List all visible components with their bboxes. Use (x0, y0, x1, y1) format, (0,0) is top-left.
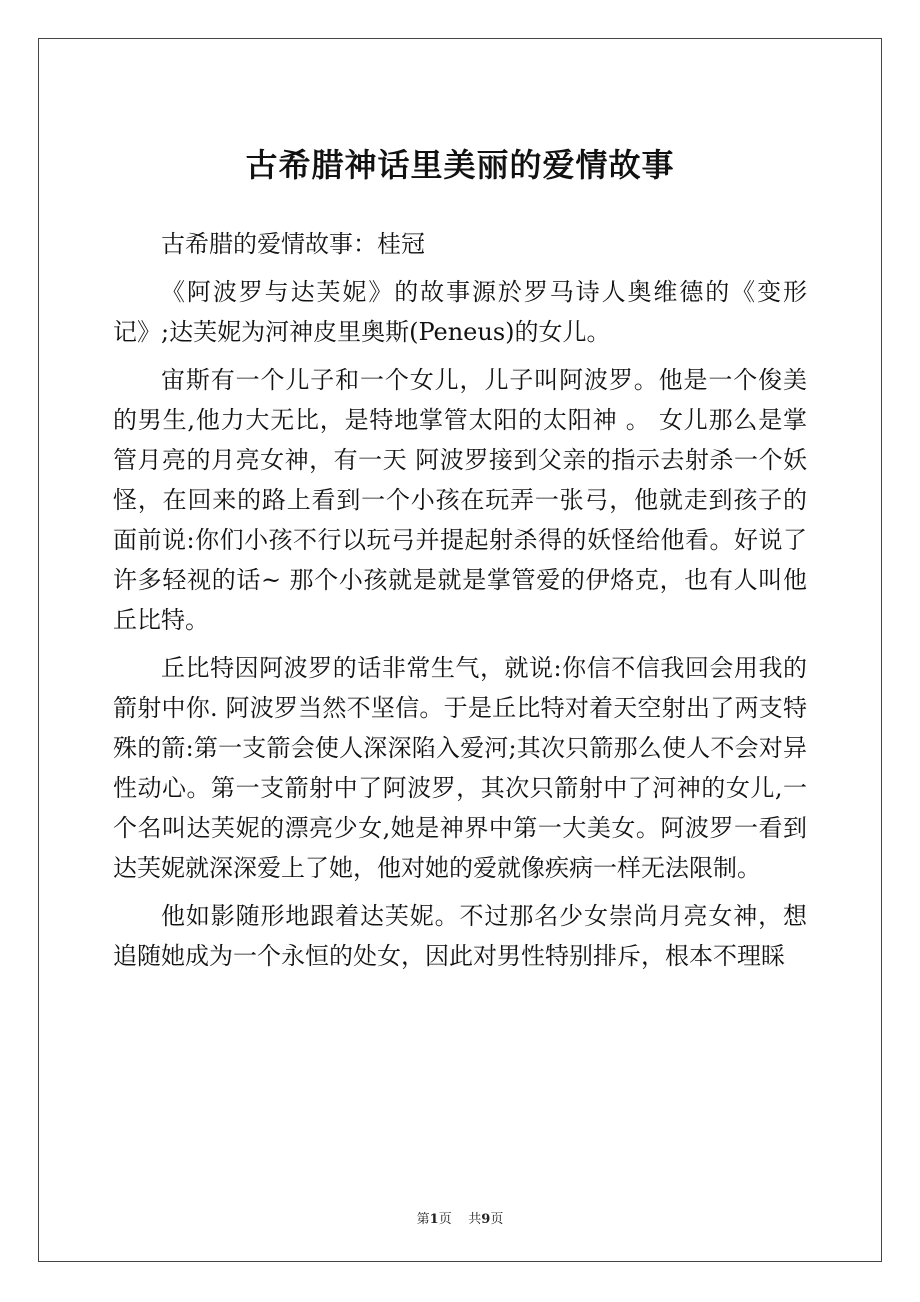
paragraph: 宙斯有一个儿子和一个女儿，儿子叫阿波罗。他是一个俊美的男生,他力大无比，是特地掌管太阳的太阳神 。 女儿那么是掌管月亮的月亮女神，有一天 阿波罗接到父亲的指示去射杀一个妖怪，在回来的路上看到一个小孩在玩弄一张弓，他就走到孩子的面前说:你们小孩不行以玩弓并提起射杀得的妖怪给他看。好说了许多轻视的话~ 那个小孩就是就是掌管爱的伊烙克，也有人叫他丘比特。 (113, 366, 807, 634)
page-footer (0, 1208, 920, 1227)
page-total: 9 (481, 1212, 491, 1227)
page-prefix: 第 (416, 1212, 430, 1227)
total-prefix: 共 (468, 1212, 482, 1227)
page-current: 1 (429, 1212, 439, 1227)
paragraph: 丘比特因阿波罗的话非常生气，就说:你信不信我回会用我的箭射中你. 阿波罗当然不坚信。于是丘比特对着天空射出了两支特殊的箭:第一支箭会使人深深陷入爱河;其次只箭那么使人不会对异性动心。第一支箭射中了阿波罗，其次只箭射中了河神的女儿,一个名叫达芙妮的漂亮少女,她是神界中第一大美女。阿波罗一看到达芙妮就深深爱上了她，他对她的爱就像疾病一样无法限制。 (113, 654, 807, 882)
paragraph: 古希腊的爱情故事：桂冠 (161, 230, 425, 258)
total-label: 页 (490, 1212, 504, 1227)
document-body (113, 224, 807, 984)
paragraph: 他如影随形地跟着达芙妮。不过那名少女崇尚月亮女神，想追随她成为一个永恒的处女，因此对男性特别排斥，根本不理睬 (113, 902, 807, 970)
page-label: 页 (438, 1212, 452, 1227)
document-title: 古希腊神话里美丽的爱情故事 (245, 146, 675, 184)
paragraph: 《阿波罗与达芙妮》的故事源於罗马诗人奥维德的《变形记》;达芙妮为河神皮里奥斯(Peneus)的女儿。 (113, 278, 807, 346)
